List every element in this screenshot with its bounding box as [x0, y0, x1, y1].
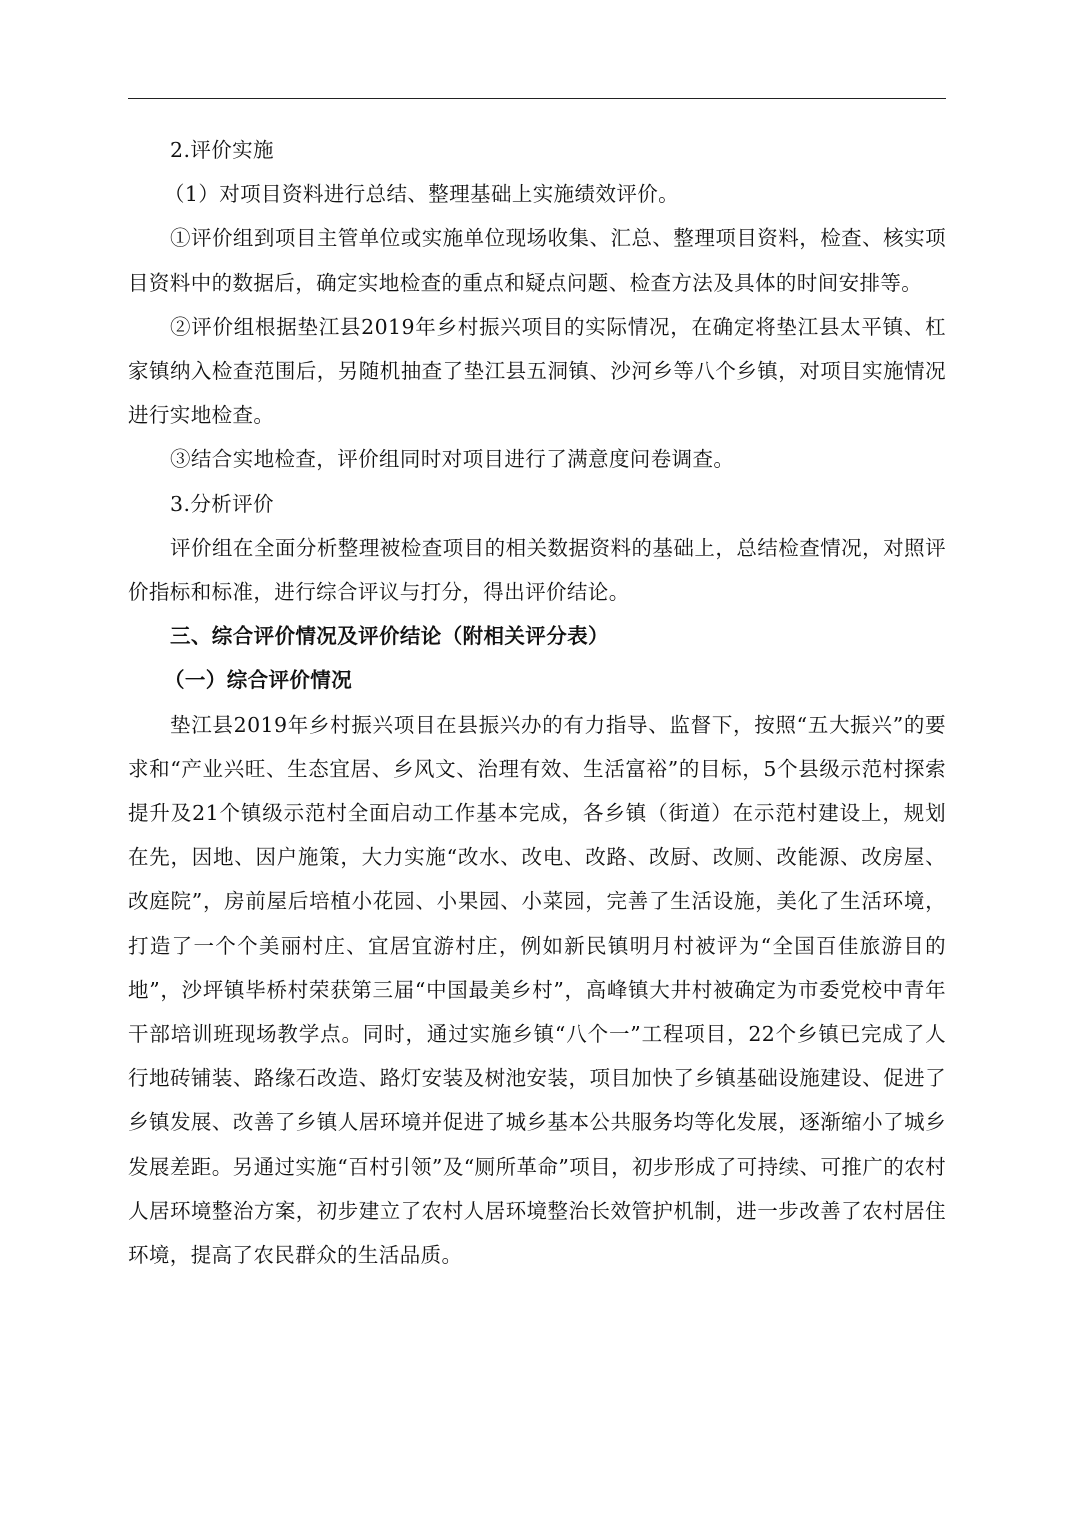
document-body [128, 128, 946, 1277]
section-heading-analysis: 3.分析评价 [170, 491, 274, 516]
paragraph-overall-evaluation: 垫江县2019年乡村振兴项目在县振兴办的有力指导、监督下，按照“五大振兴”的要求和“产业兴旺、生态宜居、乡风文、治理有效、生活富裕”的目标，5个县级示范村探索提升及21个镇级示范村全面启动工作基本完成，各乡镇（街道）在示范村建设上，规划在先，因地、因户施策，大力实施“改水、改电、改路、改厨、改厕、改能源、改房屋、改庭院”，房前屋后培植小花园、小果园、小菜园，完善了生活设施，美化了生活环境，打造了一个个美丽村庄、宜居宜游村庄，例如新民镇明月村被评为“全国百佳旅游目的地”，沙坪镇毕桥村荣获第三届“中国最美乡村”，高峰镇大井村被确定为市委党校中青年干部培训班现场教学点。同时，通过实施乡镇“八个一”工程项目，22个乡镇已完成了人行地砖铺装、路缘石改造、路灯安装及树池安装，项目加快了乡镇基础设施建设、促进了乡镇发展、改善了乡镇人居环境并促进了城乡基本公共服务均等化发展，逐渐缩小了城乡发展差距。另通过实施“百村引领”及“厕所革命”项目，初步形成了可持续、可推广的农村人居环境整治方案，初步建立了农村人居环境整治长效管护机制，进一步改善了农村居住环境，提高了农民群众的生活品质。 [128, 712, 946, 1268]
paragraph-step-1: ①评价组到项目主管单位或实施单位现场收集、汇总、整理项目资料，检查、核实项目资料中的数据后，确定实地检查的重点和疑点问题、检查方法及具体的时间安排等。 [128, 226, 946, 295]
section-heading-evaluation-implementation: 2.评价实施 [170, 138, 274, 162]
subsection-item-1: （1）对项目资料进行总结、整理基础上实施绩效评价。 [164, 182, 680, 207]
paragraph-analysis: 评价组在全面分析整理被检查项目的相关数据资料的基础上，总结检查情况，对照评价指标和标准，进行综合评议与打分，得出评价结论。 [128, 535, 946, 605]
chapter-heading-conclusion: 三、综合评价情况及评价结论（附相关评分表） [170, 624, 609, 649]
header-rule [128, 98, 946, 99]
paragraph-step-2: ②评价组根据垫江县2019年乡村振兴项目的实际情况，在确定将垫江县太平镇、杠家镇纳入检查范围后，另随机抽查了垫江县五洞镇、沙河乡等八个乡镇，对项目实施情况进行实地检查。 [128, 314, 946, 428]
paragraph-step-3: ③结合实地检查，评价组同时对项目进行了满意度问卷调查。 [170, 447, 735, 472]
subheading-overall-evaluation: （一）综合评价情况 [164, 668, 353, 693]
